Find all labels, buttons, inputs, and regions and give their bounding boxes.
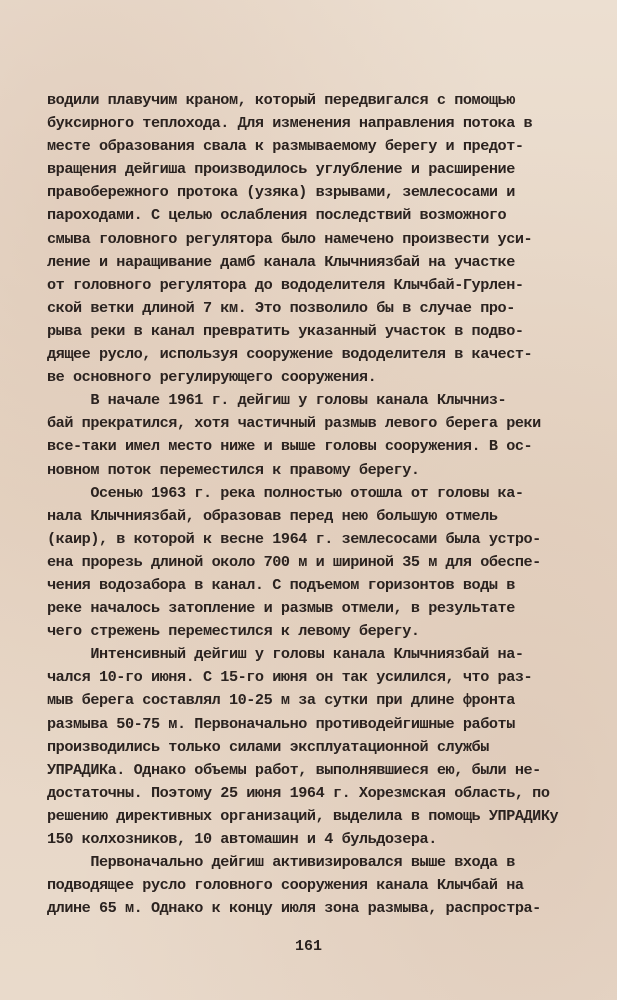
text-line: подводящее русло головного сооружения канала Клычбай на [47,876,524,895]
text-line: рыва реки в канал превратить указанный участок в подво- [47,321,524,340]
text-line: ской ветки длиной 7 км. Это позволило бы в случае про- [47,298,515,317]
text-line: ена прорезь длиной около 700 м и шириной 35 м для обеспе- [47,552,541,571]
text-line: дящее русло, используя сооружение вододелителя в качест- [47,345,533,364]
text-line: достаточны. Поэтому 25 июня 1964 г. Хорезмская область, по [47,783,550,802]
page-number: 161 [294,938,322,955]
text-line: (каир), в которой к весне 1964 г. землесосами была устро- [47,529,541,548]
text-line: новном поток переместился к правому берегу. [47,460,420,479]
text-line: нала Клычниязбай, образовав перед нею большую отмель [47,506,498,525]
text-line: реке началось затопление и размыв отмели, в результате [47,599,515,618]
text-line: производились только силами эксплуатационной службы [47,737,489,756]
text-line: Интенсивный дейгиш у головы канала Клычниязбай на- [47,645,524,664]
text-line: ве основного регулирующего сооружения. [47,368,377,387]
text-line: длине 65 м. Однако к концу июля зона размыва, распростра- [47,899,541,918]
text-line: мыв берега составлял 10-25 м за сутки при длине фронта [47,691,515,710]
text-line: чего стрежень переместился к левому берегу. [47,622,420,641]
text-line: пароходами. С целью ослабления последствий возможного [47,206,507,225]
text-line: чения водозабора в канал. С подъемом горизонтов воды в [47,575,515,594]
text-line: УПРАДИКа. Однако объемы работ, выполнявшиеся ею, были не- [47,760,541,779]
text-line: месте образования свала к размываемому берегу и предот- [47,137,524,156]
text-line: правобережного протока (узяка) взрывами, землесосами и [47,183,515,202]
text-line: водили плавучим краном, который передвигался с помощью [47,91,515,109]
text-line: чался 10-го июня. С 15-го июня он так усилился, что раз- [47,668,533,687]
text-line: смыва головного регулятора было намечено произвести уси- [47,229,533,248]
text-line: от головного регулятора до вододелителя Клычбай-Гурлен- [47,275,524,294]
text-line: Осенью 1963 г. река полностью отошла от головы ка- [47,483,524,502]
text-line: В начале 1961 г. дейгиш у головы канала Клычниз- [47,391,507,410]
text-line: размыва 50-75 м. Первоначально противодейгишные работы [47,714,515,733]
text-line: решению директивных организаций, выделила в помощь УПРАДИКу [47,806,559,825]
text-line: все-таки имел место ниже и выше головы сооружения. В ос- [47,437,533,456]
text-line: вращения дейгиша производилось углубление и расширение [47,160,515,179]
text-line: ление и наращивание дамб канала Клычниязбай на участке [47,252,515,271]
text-line: бай прекратился, хотя частичный размыв левого берега реки [47,414,541,433]
body-text [47,89,577,920]
text-line: Первоначально дейгиш активизировался выше входа в [47,853,515,872]
text-line: буксирного теплохода. Для изменения направления потока в [47,114,533,133]
text-line: 150 колхозников, 10 автомашин и 4 бульдозера. [47,830,437,848]
